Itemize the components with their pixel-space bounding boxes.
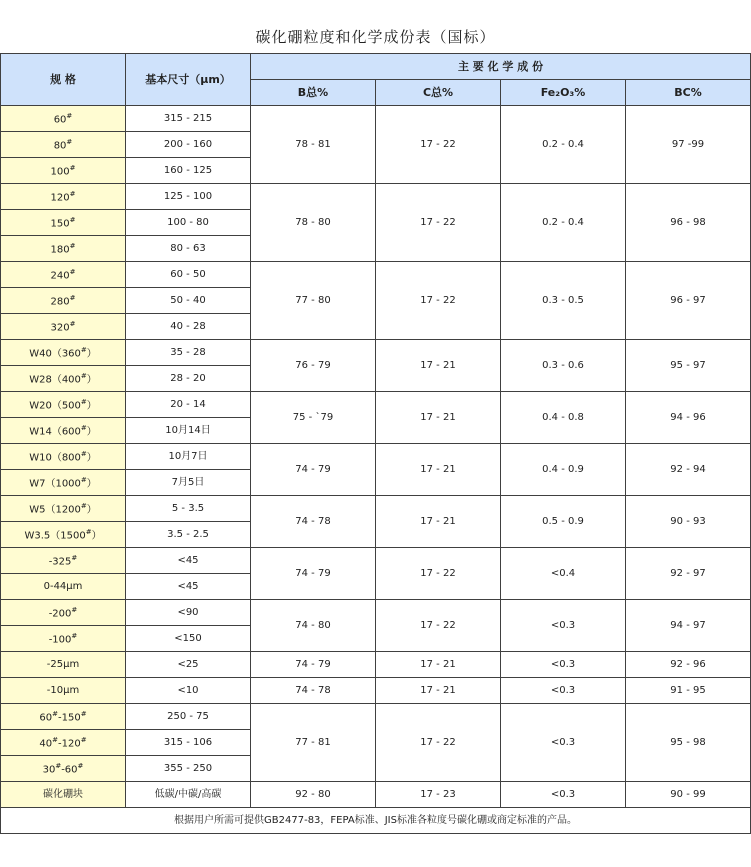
spec-cell: W10（800#） [1, 444, 126, 470]
fe2o3-cell: <0.3 [501, 678, 626, 704]
fe2o3-cell: 0.2 - 0.4 [501, 106, 626, 184]
size-cell: 28 - 20 [126, 366, 251, 392]
b-total-cell: 77 - 80 [251, 262, 376, 340]
c-total-cell: 17 - 21 [376, 678, 501, 704]
table-row [1, 600, 751, 626]
table-row [1, 548, 751, 574]
c-total-cell: 17 - 21 [376, 444, 501, 496]
table-row [1, 392, 751, 418]
spec-cell: 40#-120# [1, 730, 126, 756]
size-cell: 20 - 14 [126, 392, 251, 418]
bc-cell: 94 - 97 [626, 600, 751, 652]
c-total-cell: 17 - 22 [376, 184, 501, 262]
size-cell: 50 - 40 [126, 288, 251, 314]
bc-cell: 92 - 97 [626, 548, 751, 600]
table-row [1, 340, 751, 366]
size-cell: <45 [126, 548, 251, 574]
b-total-cell: 74 - 79 [251, 652, 376, 678]
spec-cell: 120# [1, 184, 126, 210]
fe2o3-cell: 0.5 - 0.9 [501, 496, 626, 548]
c-total-cell: 17 - 22 [376, 704, 501, 782]
c-total-cell: 17 - 21 [376, 652, 501, 678]
spec-cell: 280# [1, 288, 126, 314]
b-total-cell: 78 - 80 [251, 184, 376, 262]
size-cell: 5 - 3.5 [126, 496, 251, 522]
spec-cell: 240# [1, 262, 126, 288]
size-cell: 200 - 160 [126, 132, 251, 158]
b-total-cell: 74 - 78 [251, 678, 376, 704]
size-cell: 35 - 28 [126, 340, 251, 366]
spec-cell: W40（360#） [1, 340, 126, 366]
spec-cell: W7（1000#） [1, 470, 126, 496]
c-total-cell: 17 - 22 [376, 106, 501, 184]
fe2o3-cell: 0.3 - 0.6 [501, 340, 626, 392]
size-cell: 40 - 28 [126, 314, 251, 340]
b-total-cell: 76 - 79 [251, 340, 376, 392]
header-bc: BC% [626, 80, 751, 106]
bc-cell: 92 - 94 [626, 444, 751, 496]
fe2o3-cell: <0.3 [501, 782, 626, 808]
header-main-composition: 主 要 化 学 成 份 [251, 54, 751, 80]
table-row [1, 184, 751, 210]
size-cell: 355 - 250 [126, 756, 251, 782]
bc-cell: 94 - 96 [626, 392, 751, 444]
bc-cell: 92 - 96 [626, 652, 751, 678]
size-cell: <150 [126, 626, 251, 652]
size-cell: <45 [126, 574, 251, 600]
spec-cell: -25μm [1, 652, 126, 678]
spec-cell: W5（1200#） [1, 496, 126, 522]
table-row [1, 782, 751, 808]
granularity-table [0, 53, 751, 834]
table-row [1, 262, 751, 288]
page-title: 碳化硼粒度和化学成份表（国标） [255, 28, 496, 46]
c-total-cell: 17 - 22 [376, 548, 501, 600]
c-total-cell: 17 - 21 [376, 496, 501, 548]
size-cell: 160 - 125 [126, 158, 251, 184]
table-row [1, 444, 751, 470]
size-cell: 80 - 63 [126, 236, 251, 262]
fe2o3-cell: <0.3 [501, 652, 626, 678]
bc-cell: 90 - 99 [626, 782, 751, 808]
table-row [1, 496, 751, 522]
spec-cell: 80# [1, 132, 126, 158]
spec-cell: -100# [1, 626, 126, 652]
table-row [1, 652, 751, 678]
spec-cell: 30#-60# [1, 756, 126, 782]
spec-cell: 180# [1, 236, 126, 262]
spec-cell: W28（400#） [1, 366, 126, 392]
fe2o3-cell: 0.4 - 0.8 [501, 392, 626, 444]
fe2o3-cell: <0.3 [501, 704, 626, 782]
b-total-cell: 77 - 81 [251, 704, 376, 782]
size-cell: 低碳/中碳/高碳 [126, 782, 251, 808]
spec-cell: 60# [1, 106, 126, 132]
header-spec: 规 格 [1, 54, 126, 106]
header-b-total: B总% [251, 80, 376, 106]
b-total-cell: 75 - `79 [251, 392, 376, 444]
bc-cell: 95 - 98 [626, 704, 751, 782]
footer-note: 根据用户所需可提供GB2477-83，FEPA标准、JIS标准各粒度号碳化硼或商定标准的产品。 [1, 808, 751, 834]
size-cell: <90 [126, 600, 251, 626]
spec-cell: 320# [1, 314, 126, 340]
spec-cell: -10μm [1, 678, 126, 704]
table-row [1, 678, 751, 704]
size-cell: 10月14日 [126, 418, 251, 444]
bc-cell: 90 - 93 [626, 496, 751, 548]
fe2o3-cell: <0.3 [501, 600, 626, 652]
fe2o3-cell: 0.3 - 0.5 [501, 262, 626, 340]
fe2o3-cell: <0.4 [501, 548, 626, 600]
size-cell: 100 - 80 [126, 210, 251, 236]
b-total-cell: 74 - 79 [251, 444, 376, 496]
bc-cell: 95 - 97 [626, 340, 751, 392]
size-cell: 315 - 215 [126, 106, 251, 132]
b-total-cell: 92 - 80 [251, 782, 376, 808]
size-cell: 7月5日 [126, 470, 251, 496]
table-row [1, 704, 751, 730]
spec-cell: 100# [1, 158, 126, 184]
c-total-cell: 17 - 22 [376, 600, 501, 652]
size-cell: 60 - 50 [126, 262, 251, 288]
spec-cell: -200# [1, 600, 126, 626]
size-cell: 3.5 - 2.5 [126, 522, 251, 548]
size-cell: 10月7日 [126, 444, 251, 470]
spec-cell: W14（600#） [1, 418, 126, 444]
b-total-cell: 74 - 80 [251, 600, 376, 652]
c-total-cell: 17 - 21 [376, 392, 501, 444]
b-total-cell: 74 - 79 [251, 548, 376, 600]
size-cell: 315 - 106 [126, 730, 251, 756]
size-cell: 250 - 75 [126, 704, 251, 730]
fe2o3-cell: 0.4 - 0.9 [501, 444, 626, 496]
spec-cell: W3.5（1500#） [1, 522, 126, 548]
bc-cell: 97 -99 [626, 106, 751, 184]
b-total-cell: 78 - 81 [251, 106, 376, 184]
spec-cell: W20（500#） [1, 392, 126, 418]
bc-cell: 96 - 97 [626, 262, 751, 340]
size-cell: <25 [126, 652, 251, 678]
size-cell: <10 [126, 678, 251, 704]
c-total-cell: 17 - 23 [376, 782, 501, 808]
header-fe2o3: Fe₂O₃% [501, 80, 626, 106]
header-c-total: C总% [376, 80, 501, 106]
size-cell: 125 - 100 [126, 184, 251, 210]
spec-cell: 0-44μm [1, 574, 126, 600]
spec-cell: 150# [1, 210, 126, 236]
spec-cell: 碳化硼块 [1, 782, 126, 808]
c-total-cell: 17 - 21 [376, 340, 501, 392]
fe2o3-cell: 0.2 - 0.4 [501, 184, 626, 262]
bc-cell: 91 - 95 [626, 678, 751, 704]
spec-cell: 60#-150# [1, 704, 126, 730]
spec-cell: -325# [1, 548, 126, 574]
b-total-cell: 74 - 78 [251, 496, 376, 548]
bc-cell: 96 - 98 [626, 184, 751, 262]
c-total-cell: 17 - 22 [376, 262, 501, 340]
table-row [1, 106, 751, 132]
header-size: 基本尺寸（μm） [126, 54, 251, 106]
